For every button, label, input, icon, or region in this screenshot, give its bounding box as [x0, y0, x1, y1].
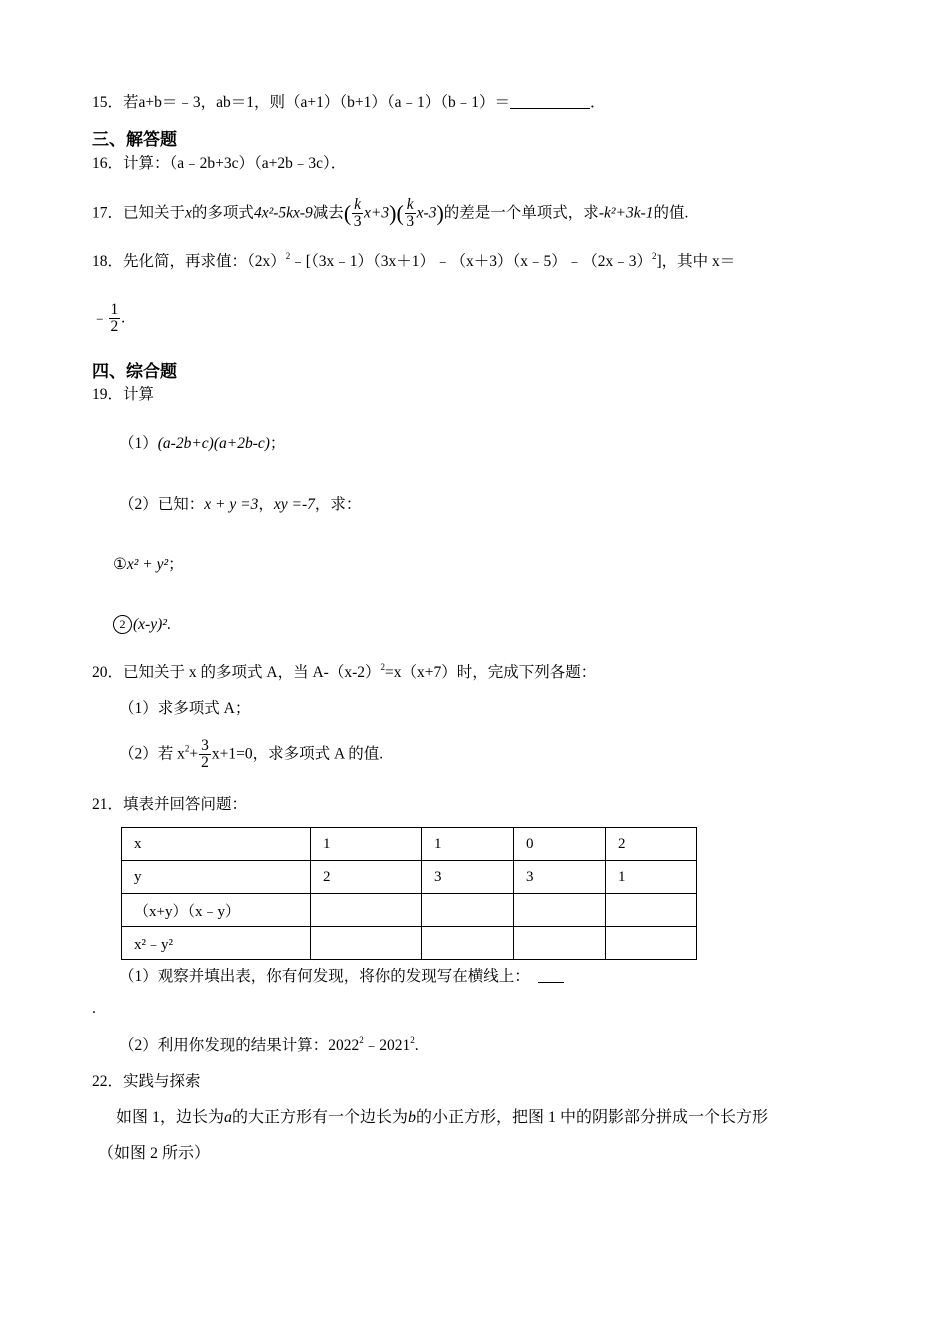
question-17-pre: 已知关于 — [123, 204, 186, 222]
exponent: 2 — [184, 743, 190, 754]
question-21-number: 21． — [92, 796, 124, 813]
question-22-text: 实践与探索 — [123, 1073, 201, 1090]
part-end: ，求： — [314, 496, 362, 513]
table-cell: x — [122, 828, 311, 861]
table-cell: 2 — [311, 861, 422, 894]
question-17: 17．已知关于x的多项式4x²-5kx-9减去( $\frac{k}{3}$ x+3)( $\frac{k}{3}$ x-3)的差是一个单项式，求-k²+3k-1的值. — [92, 196, 689, 231]
fraction-numerator: 3 — [201, 737, 209, 754]
table-cell: 1 — [311, 828, 422, 861]
question-20-number: 20． — [92, 664, 124, 681]
question-19-part-2 — [119, 496, 361, 515]
exponent: 2 — [359, 1035, 364, 1045]
question-15-end: ． — [590, 94, 606, 111]
answer-blank[interactable] — [538, 968, 564, 983]
question-20 — [92, 664, 596, 683]
sub-2-expression: (x-y)² — [133, 616, 167, 633]
table-cell-blank[interactable] — [514, 927, 606, 960]
fraction-k-over-3-b — [405, 197, 416, 231]
question-20-text-2: =x（x+7）时，完成下列各题： — [384, 664, 597, 681]
factor-1-rest: x+3 — [364, 204, 390, 222]
question-19 — [92, 386, 154, 405]
table-cell-blank[interactable] — [606, 927, 697, 960]
table-cell: 2 — [606, 828, 697, 861]
question-21-part-2 — [119, 1037, 419, 1056]
table-cell: 3 — [422, 861, 514, 894]
table-cell: 0 — [514, 828, 606, 861]
question-16-number: 16． — [92, 155, 124, 172]
sub-end: . — [166, 616, 171, 633]
polynomial: 4x²-5kx-9 — [253, 204, 313, 222]
plus-sign: + — [189, 745, 199, 763]
target-expression: -k²+3k-1 — [598, 204, 654, 222]
fraction-denominator: 3 — [353, 213, 362, 231]
separator: ， — [258, 496, 274, 513]
exponent: 2 — [285, 251, 291, 261]
part-1-expression: (a-2b+c)(a+2b-c) — [157, 435, 270, 452]
factor-2-rest: x-3 — [416, 204, 437, 222]
circled-1-icon: ① — [113, 556, 127, 573]
fill-in-table — [121, 827, 697, 960]
question-17-end: 的值. — [653, 204, 689, 222]
part-2-pre: （2）若 x — [119, 745, 185, 763]
part-label: （1） — [119, 435, 158, 452]
table-cell: y — [122, 861, 311, 894]
line-1-a: 如图 1，边长为 — [116, 1109, 225, 1126]
question-21-part-1 — [119, 968, 564, 987]
table-cell: 1 — [606, 861, 697, 894]
exponent: 2 — [651, 251, 657, 261]
question-16-text: 计算：（a﹣2b+3c）（a+2b﹣3c）． — [123, 155, 347, 172]
sub-1-expression: x² + y² — [126, 556, 169, 573]
question-18-number: 18． — [92, 253, 124, 270]
question-19-text: 计算 — [123, 386, 155, 403]
part-2-pre: （2）利用你发现的结果计算：2022 — [119, 1037, 360, 1054]
question-21 — [92, 796, 247, 815]
section-4-title: 四、综合题 — [92, 362, 177, 382]
table-cell-blank[interactable] — [311, 927, 422, 960]
line-1-c: 的小正方形，把图 1 中的阴影部分拼成一个长方形 — [416, 1109, 769, 1126]
question-19-sub-2 — [113, 615, 171, 635]
part-label: （2）已知： — [119, 496, 205, 513]
question-15-number: 15． — [92, 94, 124, 111]
question-17-minus: 减去 — [312, 204, 344, 222]
table-row — [122, 894, 697, 927]
fraction-k-over-3 — [352, 197, 363, 231]
fraction-3-over-2 — [199, 738, 211, 772]
question-20-text-1: 已知关于 x 的多项式 A，当 A-（x-2） — [123, 664, 381, 681]
var-x: x — [185, 204, 192, 222]
exponent: 2 — [380, 662, 385, 672]
circled-2-icon: 2 — [113, 615, 132, 634]
var-b: b — [408, 1109, 417, 1126]
question-21-text: 填表并回答问题： — [123, 796, 248, 813]
table-cell-blank[interactable] — [422, 927, 514, 960]
question-18-text-1: 先化简，再求值：（2x） — [123, 253, 286, 270]
table-cell-blank[interactable] — [311, 894, 422, 927]
condition-1: x + y =3 — [204, 496, 259, 513]
table-cell: （x+y）（x﹣y） — [122, 894, 311, 927]
table-row — [122, 927, 697, 960]
fraction-1-over-2 — [109, 302, 121, 336]
question-15 — [92, 94, 606, 113]
section-3-title: 三、解答题 — [92, 130, 177, 150]
table-cell-blank[interactable] — [514, 894, 606, 927]
table-cell: 3 — [514, 861, 606, 894]
question-22-line-1 — [116, 1108, 768, 1127]
question-15-text: 若a+b＝﹣3，ab＝1，则（a+1）（b+1）（a﹣1）（b﹣1）＝ — [123, 94, 511, 111]
question-19-number: 19． — [92, 386, 124, 403]
question-22 — [92, 1073, 201, 1092]
part-2-mid: ﹣2021 — [363, 1037, 411, 1054]
negative-sign: ﹣ — [92, 309, 108, 327]
table-row — [122, 861, 697, 894]
table-cell-blank[interactable] — [606, 894, 697, 927]
table-cell: 1 — [422, 828, 514, 861]
question-18-text-2: ﹣[（3x﹣1）（3x＋1）﹣（x＋3）（x﹣5）﹣（2x﹣3） — [290, 253, 652, 270]
line-1-b: 的大正方形有一个边长为 — [232, 1109, 409, 1126]
fraction-denominator: 2 — [201, 754, 209, 772]
question-20-part-2 — [119, 738, 383, 772]
table-cell-blank[interactable] — [422, 894, 514, 927]
question-22-line-2: （如图 2 所示） — [98, 1145, 211, 1162]
fraction-denominator: 2 — [110, 318, 119, 336]
exponent: 2 — [410, 1035, 415, 1045]
question-18-end: . — [121, 309, 126, 327]
part-end: ； — [269, 435, 286, 452]
table-cell: x²﹣y² — [122, 927, 311, 960]
fraction-numerator: k — [406, 196, 414, 213]
question-17-number: 17． — [92, 204, 124, 222]
part-1-text: （1）观察并填出表，你有何发现，将你的发现写在横线上： — [119, 968, 530, 985]
question-21-dot: . — [92, 1000, 96, 1017]
var-a: a — [224, 1109, 233, 1126]
question-18 — [92, 253, 735, 272]
question-16 — [92, 155, 346, 174]
sub-end: ； — [168, 556, 184, 573]
question-18-text-3: ]，其中 x＝ — [656, 253, 736, 270]
question-18-value — [92, 302, 125, 336]
answer-blank[interactable] — [510, 94, 590, 109]
question-17-mid: 的多项式 — [191, 204, 254, 222]
fraction-numerator: k — [354, 196, 362, 213]
condition-2: xy =-7 — [273, 496, 315, 513]
question-19-sub-1 — [113, 556, 184, 575]
question-17-post: 的差是一个单项式，求 — [443, 204, 599, 222]
fraction-denominator: 3 — [406, 213, 415, 231]
question-22-number: 22． — [92, 1073, 124, 1090]
table-row — [122, 828, 697, 861]
question-19-part-1 — [119, 435, 285, 454]
part-2-post: x+1=0，求多项式 A 的值. — [211, 745, 384, 763]
question-20-part-1: （1）求多项式 A； — [119, 700, 251, 717]
fraction-numerator: 1 — [110, 301, 119, 318]
part-2-end: . — [414, 1037, 419, 1054]
